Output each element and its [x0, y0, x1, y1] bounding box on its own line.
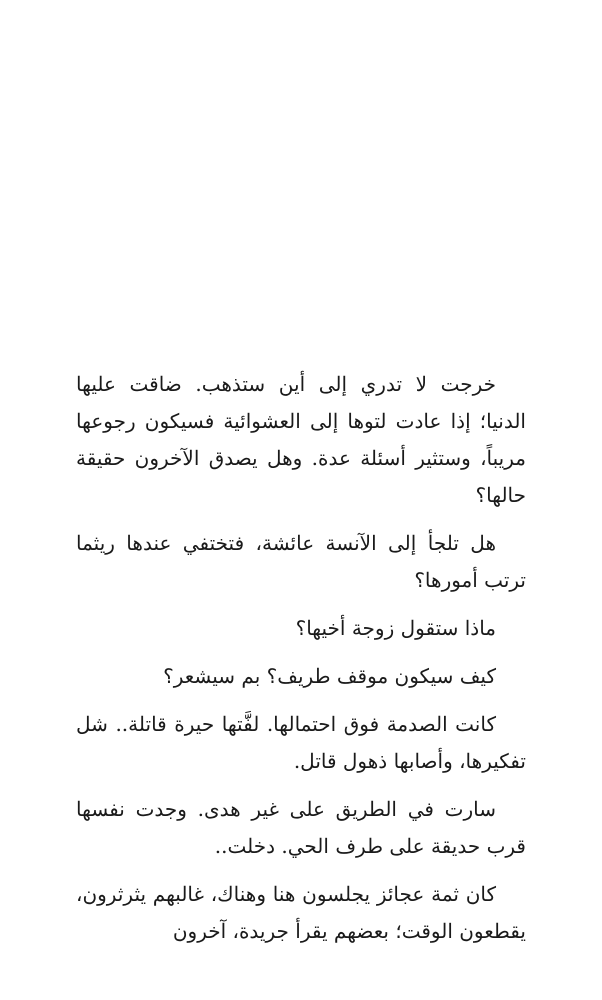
paragraph-4: كيف سيكون موقف طريف؟ بم سيشعر؟: [163, 664, 496, 688]
paragraph-1: خرجت لا تدري إلى أين ستذهب. ضاقت عليها الدنيا؛ إذا عادت لتوها إلى العشوائية فسيكون رجوعها مريباً، وستثير أسئلة عدة. وهل يصدق الآخرون حقيقة حالها؟: [76, 372, 526, 507]
paragraph-7: كان ثمة عجائز يجلسون هنا وهناك، غالبهم يثرثرون، يقطعون الوقت؛ بعضهم يقرأ جريدة، آخرون: [76, 882, 526, 943]
page-body-text: [76, 366, 526, 961]
paragraph-5: كانت الصدمة فوق احتمالها. لفَّتها حيرة قاتلة.. شل تفكيرها، وأصابها ذهول قاتل.: [76, 712, 526, 773]
paragraph-3: ماذا ستقول زوجة أخيها؟: [295, 616, 496, 640]
paragraph-2: هل تلجأ إلى الآنسة عائشة، فتختفي عندها ريثما ترتب أمورها؟: [76, 531, 526, 592]
paragraph-6: سارت في الطريق على غير هدى. وجدت نفسها قرب حديقة على طرف الحي. دخلت..: [76, 797, 526, 858]
